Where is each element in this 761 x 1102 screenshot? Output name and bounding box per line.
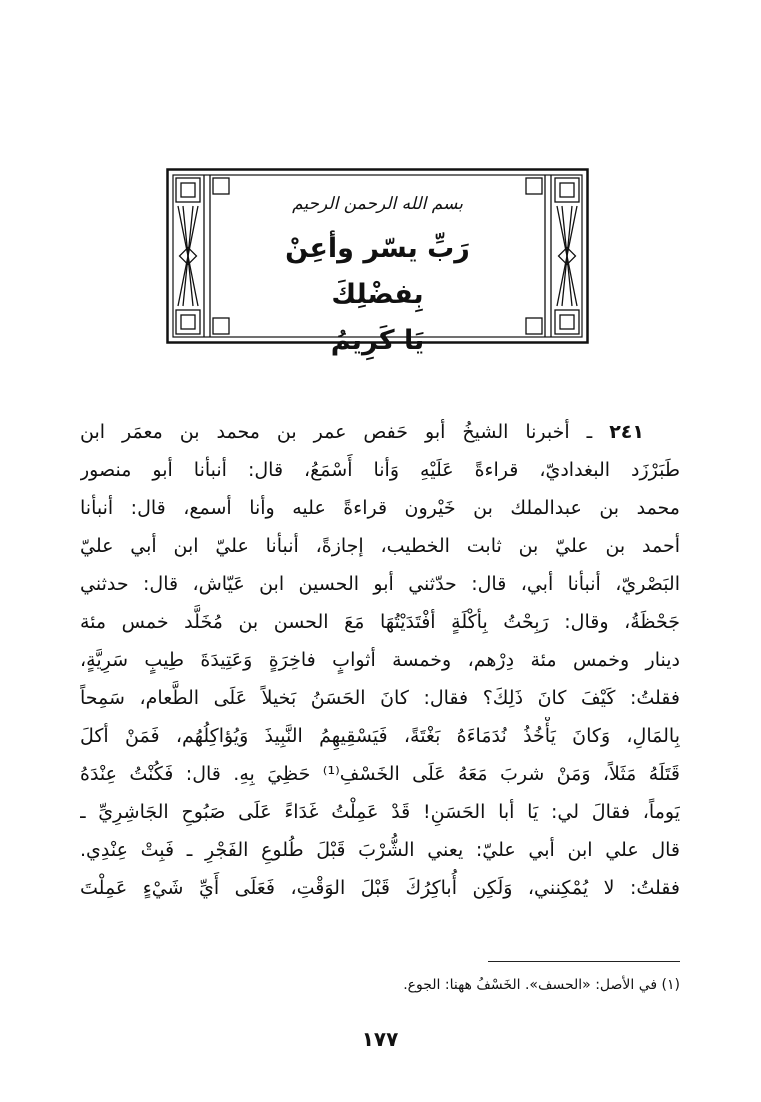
basmala-calligraphy: بسم الله الرحمن الرحيم	[292, 194, 463, 214]
footnote: (١) في الأصل: «الحسف». الخَسْفُ ههنا: الجوع.	[403, 977, 680, 993]
entry-line: يَوماً، فقالَ لي: يَا أبا الحَسَنِ! قَدْ عَمِلْتُ غَدَاءً عَلَى صَبُوحِ الجَاشِرِيِّ ـ	[80, 801, 680, 823]
entry-line: فقلتُ: لا يُمْكِنني، وَلَكِن أُباكِرُكَ قَبْلَ الوَقْتِ، فَعَلَى أَيِّ شَيْءٍ عَمِلْتَ	[80, 877, 680, 899]
entry-line: فقلتُ: كَيْفَ كانَ ذَلِكَ؟ فقال: كانَ الحَسَنُ بَخيلاً عَلَى الطَّعام، سَمِحاً	[80, 687, 680, 709]
ornamental-header-frame	[166, 168, 589, 356]
entry-line: محمد بن عبدالملك بن خَيْرون قراءةً عليه وأنا أسمع، قال: أنبأنا	[80, 497, 680, 519]
entry-number: ٢٤١	[609, 421, 644, 443]
entry-line: ٢٤١ ـ أخبرنا الشيخُ أبو حَفص عمر بن محمد بن معمَر ابن	[80, 421, 644, 443]
entry-line: البَصْريّ، أنبأنا أبي، قال: حدّثني أبو الحسين ابن عَيّاش، قال: حدثني	[80, 573, 680, 595]
entry-line: قَتَلَهُ مَثَلاً، وَمَنْ شربَ مَعَهُ عَلَى الخَسْفِ⁽¹⁾ حَظِيَ بِهِ. قال: فَكُنْتُ عِنْدَهُ	[80, 763, 680, 785]
hadith-entry	[80, 413, 680, 907]
entry-line: بِالمَالِ، وَكانَ يَأْخُذُ نُدَمَاءَهُ بَغْتَةً، فَيَسْقِيهِمُ النَّبِيذَ وَيُؤاكِلُهُم، فَمَنْ أكلَ	[80, 725, 680, 747]
entry-line: طَبَرْزَد البغداديّ، قراءةً عَلَيْهِ وَأنا أَسْمَعُ، قال: أنبأنا أبو منصور	[80, 459, 680, 481]
opening-prayer	[236, 226, 519, 364]
entry-line: جَحْظَةُ، وقال: رَبِحْتُ بِأكْلَةٍ أفْتَدَيْتُهَا مَعَ الحسن بن مُخَلَّد خمس مئة	[80, 611, 680, 633]
prayer-line-1: رَبِّ يسّر وأعِنْ بِفضْلِكَ	[285, 233, 470, 310]
footnote-divider	[488, 961, 680, 962]
entry-line: دينار وخمس مئة دِرْهم، وخمسة أثوابٍ فاخِرَةٍ وَعَتِيدَةَ طِيبٍ سَرِيَّةٍ،	[80, 649, 680, 671]
entry-line: أحمد بن عليّ بن ثابت الخطيب، إجازةً، أنبأنا عليّ ابن أبي عليّ	[80, 535, 680, 557]
prayer-line-2: يَا كَرِيمُ	[330, 325, 425, 356]
entry-line: قال علي ابن أبي عليّ: يعني الشُّرْبَ قَبْلَ طُلوعِ الفَجْرِ ـ فَبِتْ عِنْدِي.	[80, 839, 680, 861]
page-number: ١٧٧	[361, 1027, 399, 1051]
